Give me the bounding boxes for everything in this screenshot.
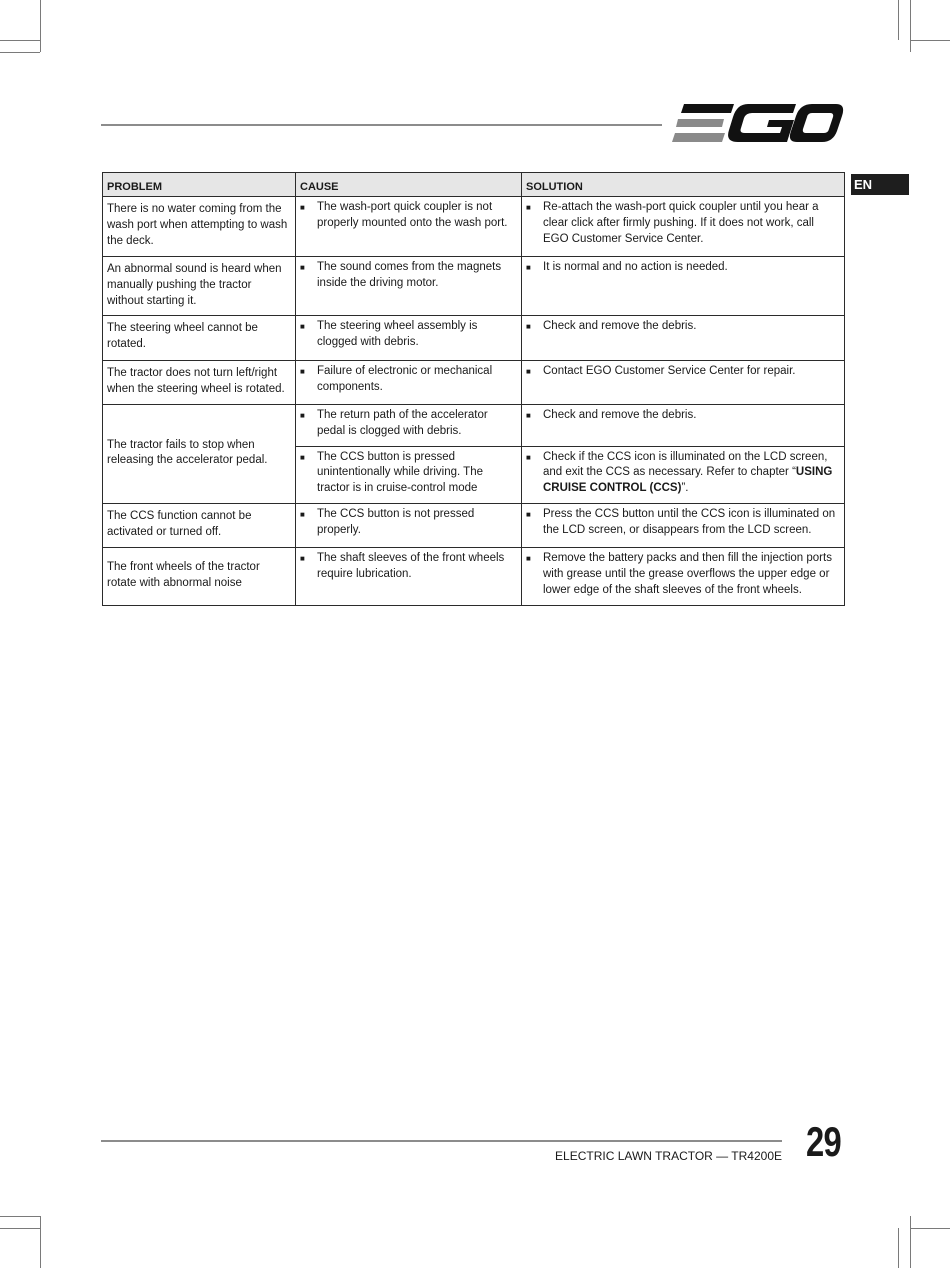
table-row — [103, 404, 845, 446]
table-row — [103, 197, 845, 257]
cause-text: The CCS button is pressed unintentionally while driving. The tractor is in cruise-control mode — [317, 450, 483, 495]
solution-text-suffix: ”. — [681, 482, 689, 495]
language-tab: EN — [851, 174, 909, 195]
solution-text: Re-attach the wash-port quick coupler until you hear a clear click after firmly pushing. If it does not work, call EGO Customer Service Center. — [543, 201, 819, 245]
crop-mark — [910, 0, 911, 52]
crop-mark — [898, 1228, 899, 1268]
square-bullet-icon: ■ — [526, 322, 531, 332]
troubleshooting-table — [102, 172, 845, 606]
square-bullet-icon: ■ — [526, 452, 531, 462]
problem-cell: The steering wheel cannot be rotated. — [103, 316, 296, 361]
crop-mark — [0, 40, 40, 41]
problem-cell: The front wheels of the tractor rotate with abnormal noise — [103, 547, 296, 605]
cause-cell — [296, 547, 522, 605]
crop-mark — [0, 1216, 40, 1217]
problem-cell: The CCS function cannot be activated or turned off. — [103, 503, 296, 547]
table-row — [103, 316, 845, 361]
square-bullet-icon: ■ — [300, 452, 305, 462]
footer-rule — [101, 1140, 782, 1142]
square-bullet-icon: ■ — [300, 553, 305, 563]
crop-mark — [910, 1216, 911, 1268]
solution-text: Check and remove the debris. — [543, 320, 697, 333]
crop-mark — [898, 0, 899, 40]
square-bullet-icon: ■ — [300, 367, 305, 377]
square-bullet-icon: ■ — [526, 367, 531, 377]
square-bullet-icon: ■ — [300, 203, 305, 212]
square-bullet-icon: ■ — [300, 322, 305, 332]
problem-cell: The tractor does not turn left/right when the steering wheel is rotated. — [103, 361, 296, 405]
square-bullet-icon: ■ — [300, 263, 305, 272]
ego-logo — [672, 104, 844, 144]
solution-text: Contact EGO Customer Service Center for repair. — [543, 365, 796, 378]
crop-mark — [0, 52, 40, 53]
header-problem: PROBLEM — [103, 173, 296, 197]
page-number: 29 — [806, 1118, 841, 1165]
problem-cell: There is no water coming from the wash port when attempting to wash the deck. — [103, 197, 296, 257]
square-bullet-icon: ■ — [300, 509, 305, 519]
square-bullet-icon: ■ — [526, 410, 531, 420]
square-bullet-icon: ■ — [526, 553, 531, 563]
footer-title: ELECTRIC LAWN TRACTOR — TR4200E — [555, 1149, 782, 1163]
solution-cell — [522, 404, 845, 446]
table-row — [103, 547, 845, 605]
cause-cell — [296, 197, 522, 257]
square-bullet-icon: ■ — [300, 410, 305, 420]
cause-cell — [296, 503, 522, 547]
solution-cell — [522, 446, 845, 503]
crop-mark — [910, 1228, 950, 1229]
table-header-row — [103, 173, 845, 197]
solution-text-prefix: Check if the CCS icon is illuminated on the LCD screen, and exit the CCS as necessary. Refer to chapter “ — [543, 450, 828, 479]
cause-text: The sound comes from the magnets inside the driving motor. — [317, 261, 502, 289]
cause-text: Failure of electronic or mechanical components. — [317, 365, 493, 394]
header-rule — [101, 124, 662, 126]
square-bullet-icon: ■ — [526, 203, 531, 212]
cause-cell — [296, 316, 522, 361]
cause-text: The shaft sleeves of the front wheels require lubrication. — [317, 551, 505, 580]
chapter-reference: USING CRUISE CONTROL (CCS) — [543, 466, 833, 495]
solution-cell — [522, 361, 845, 405]
crop-mark — [40, 0, 41, 52]
solution-cell — [522, 197, 845, 257]
cause-text: The wash-port quick coupler is not properly mounted onto the wash port. — [317, 201, 508, 229]
solution-cell — [522, 503, 845, 547]
table-row — [103, 503, 845, 547]
solution-text: Check and remove the debris. — [543, 408, 697, 421]
cause-text: The CCS button is not pressed properly. — [317, 507, 475, 536]
solution-text: It is normal and no action is needed. — [543, 261, 728, 273]
cause-cell — [296, 257, 522, 316]
crop-mark — [0, 1228, 40, 1229]
cause-cell — [296, 361, 522, 405]
solution-text — [543, 450, 838, 497]
header-solution: SOLUTION — [522, 173, 845, 197]
square-bullet-icon: ■ — [526, 509, 531, 519]
solution-text: Press the CCS button until the CCS icon is illuminated on the LCD screen, or disappears from the LCD screen. — [543, 507, 836, 536]
crop-mark — [910, 40, 950, 41]
table-row — [103, 257, 845, 316]
solution-cell — [522, 316, 845, 361]
problem-cell: The tractor fails to stop when releasing the accelerator pedal. — [103, 404, 296, 503]
square-bullet-icon: ■ — [526, 263, 531, 272]
solution-cell — [522, 547, 845, 605]
crop-mark — [40, 1216, 41, 1268]
cause-cell — [296, 404, 522, 446]
header-cause: CAUSE — [296, 173, 522, 197]
solution-cell — [522, 257, 845, 316]
cause-text: The steering wheel assembly is clogged with debris. — [317, 320, 478, 349]
cause-text: The return path of the accelerator pedal is clogged with debris. — [317, 408, 488, 437]
solution-text: Remove the battery packs and then fill the injection ports with grease until the grease overflows the upper edge or lower edge of the shaft sleeves of the front wheels. — [543, 551, 832, 596]
problem-cell: An abnormal sound is heard when manually pushing the tractor without starting it. — [103, 257, 296, 316]
cause-cell — [296, 446, 522, 503]
table-row — [103, 361, 845, 405]
